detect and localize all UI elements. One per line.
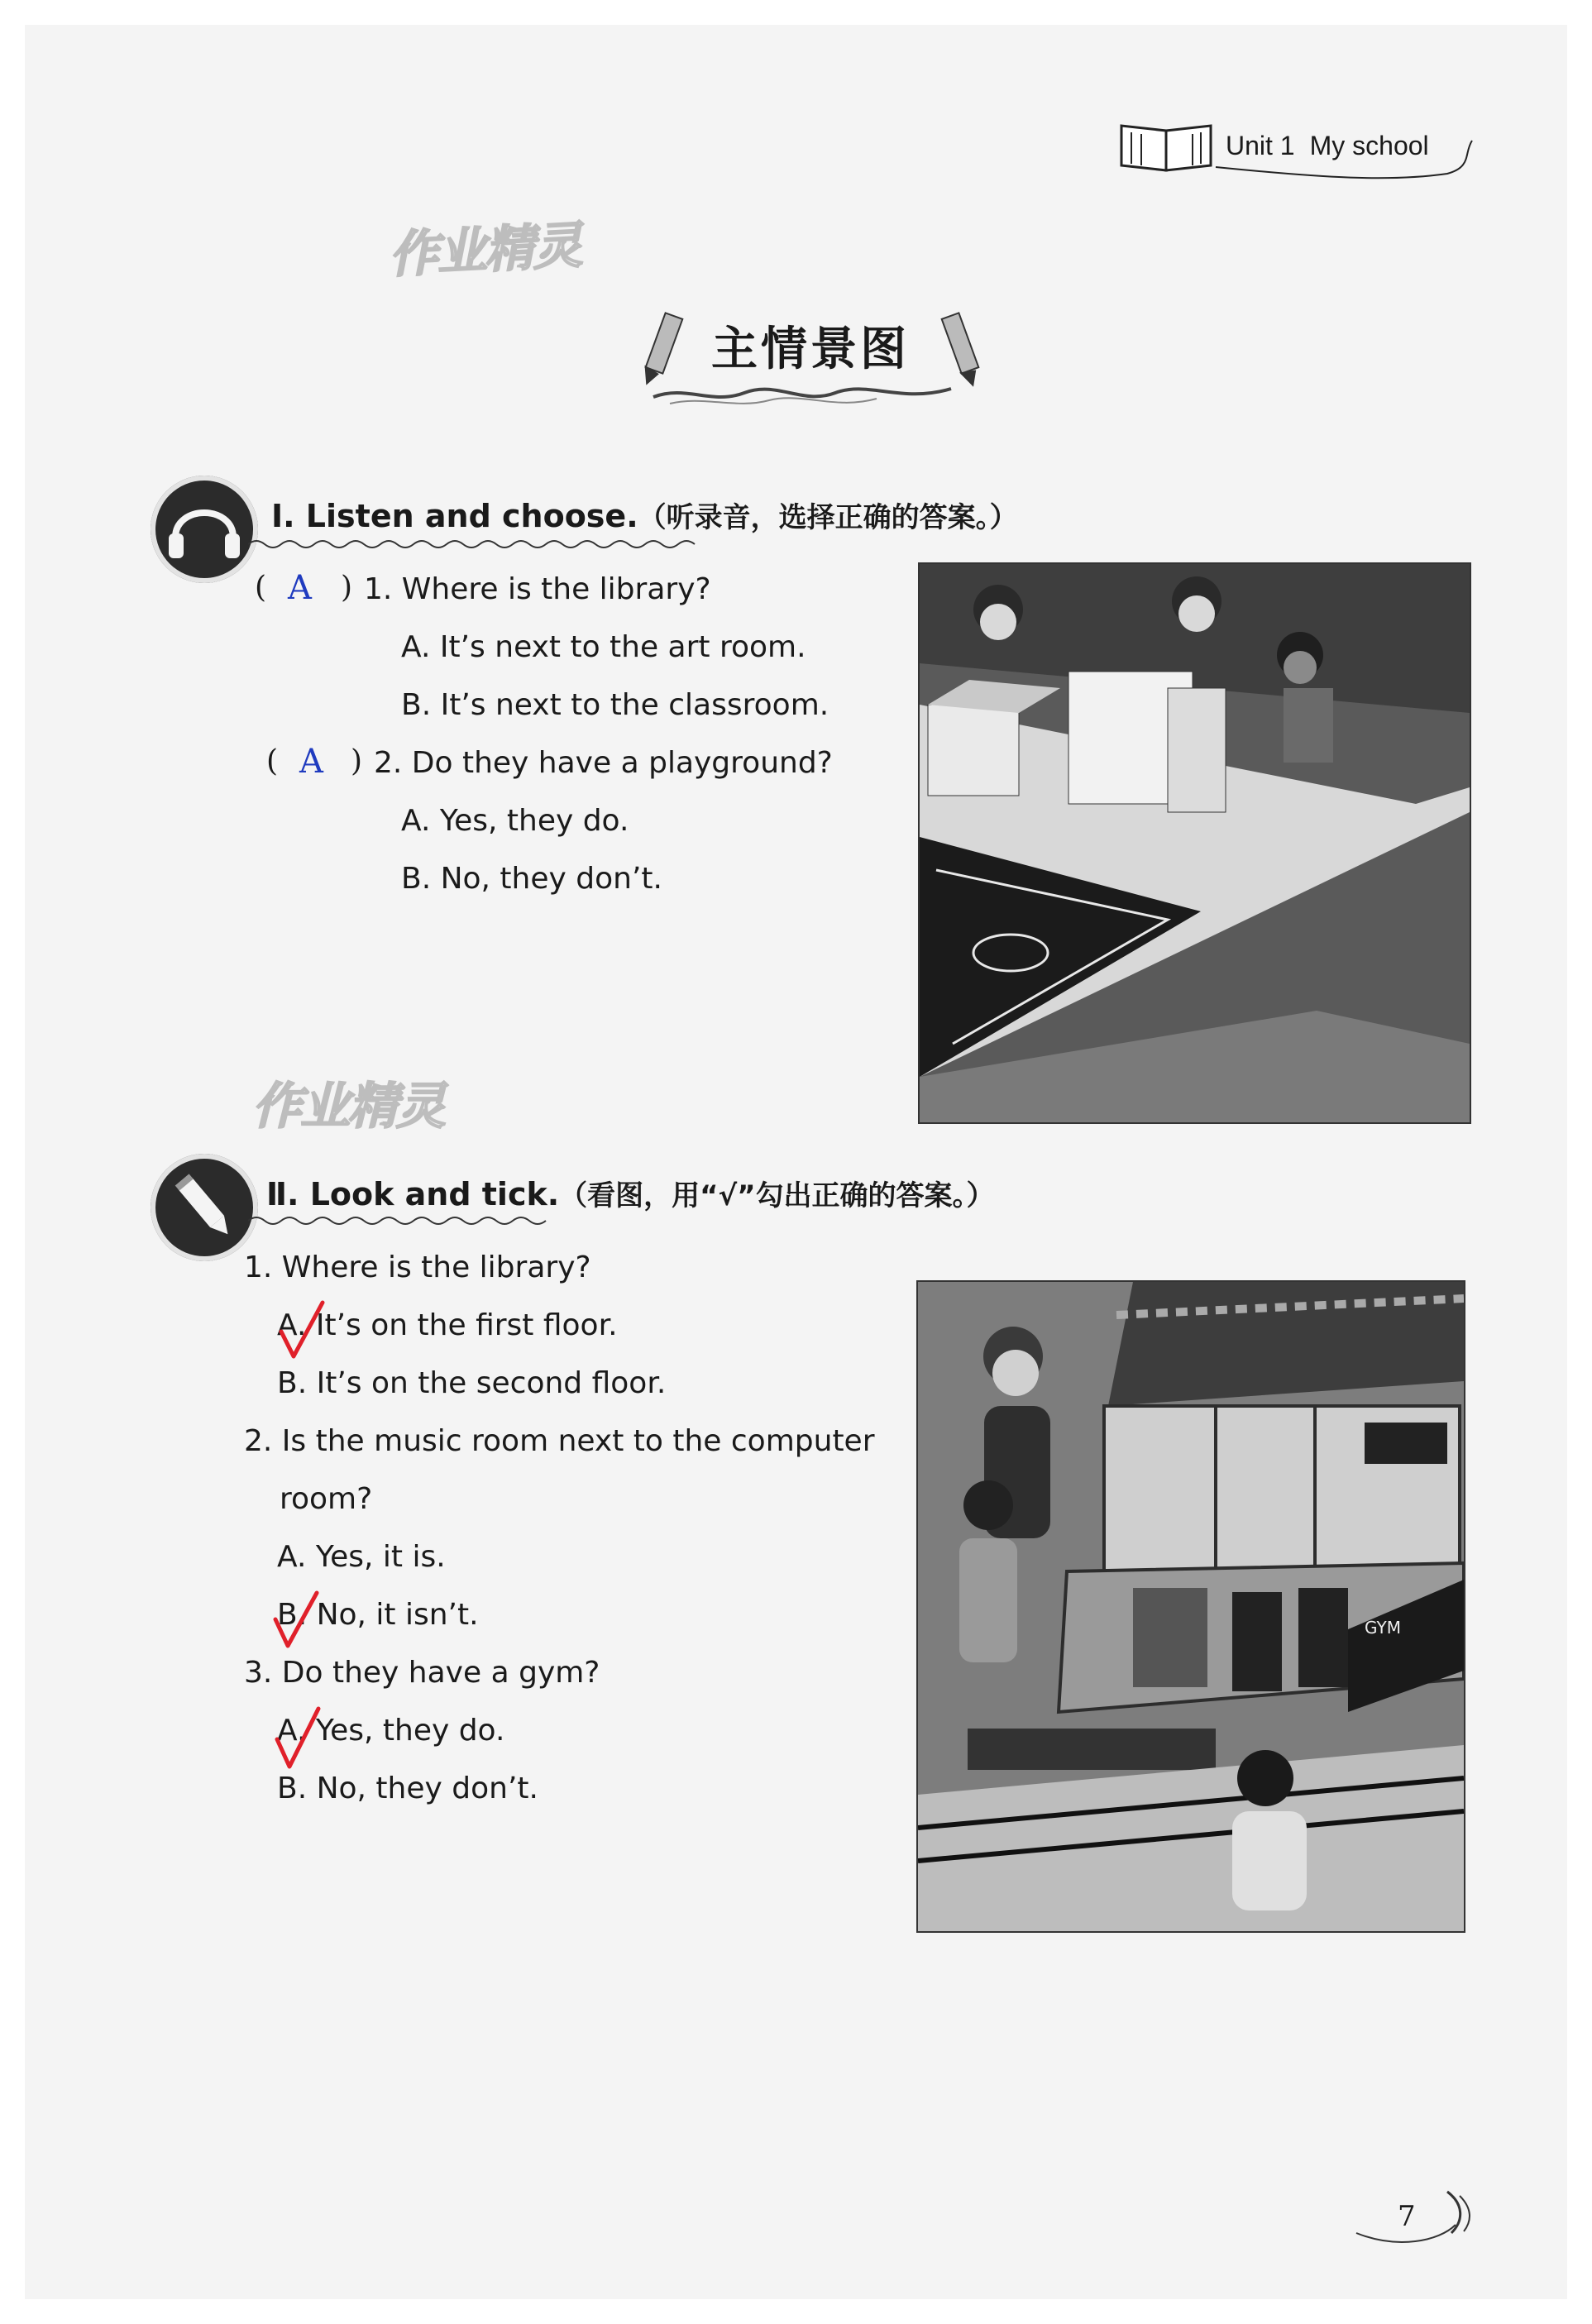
school-floors-illustration <box>916 1280 1465 1933</box>
s2-question-2: 2. Is the music room next to the computer <box>244 1424 875 1458</box>
s1-q2-option-b: B. No, they don’t. <box>401 862 662 896</box>
tick-mark-q3 <box>273 1702 323 1776</box>
s2-question-1: 1. Where is the library? <box>244 1250 591 1284</box>
s2-q2-option-b: B. No, it isn’t. <box>277 1598 479 1632</box>
unit-label <box>1226 131 1444 161</box>
answer-2: A <box>299 743 323 781</box>
main-title: 主情景图 <box>711 323 910 376</box>
section1-underline <box>248 536 711 552</box>
section1-instruction: （听录音，选择正确的答案。） <box>638 501 1018 534</box>
pencil-section-icon <box>151 1154 258 1261</box>
headphones-icon <box>151 476 258 583</box>
page-number: 7 <box>1398 2200 1416 2233</box>
s1-q1-option-b: B. It’s next to the classroom. <box>401 688 829 722</box>
section2-title <box>266 1173 995 1213</box>
answer-bracket-1: ( <box>255 571 267 605</box>
page-number-swoosh <box>1348 2183 1480 2250</box>
unit-header <box>1116 116 1480 190</box>
s2-question-3: 3. Do they have a gym? <box>244 1656 600 1690</box>
s2-q3-option-a: A. Yes, they do. <box>277 1714 505 1748</box>
answer-bracket-2-close: ) <box>351 744 363 778</box>
answer-1: A <box>288 569 312 607</box>
gym-sign: GYM <box>1365 1618 1401 1638</box>
tick-mark-q1 <box>277 1298 327 1365</box>
s1-q2-option-a: A. Yes, they do. <box>401 804 629 838</box>
section2-underline <box>248 1212 562 1229</box>
section1-title <box>271 495 1018 535</box>
answer-bracket-1-close: ) <box>341 571 353 605</box>
s2-q1-option-b: B. It’s on the second floor. <box>277 1366 667 1400</box>
section2-instruction: （看图，用“√”勾出正确的答案。） <box>559 1179 995 1212</box>
pencil-icon-right <box>942 313 982 390</box>
watermark-middle: 作业精灵 <box>252 1078 444 1136</box>
s1-q1-option-a: A. It’s next to the art room. <box>401 630 806 664</box>
pencil-icon-left <box>638 313 682 388</box>
s1-question-1: 1. Where is the library? <box>364 572 711 606</box>
s2-q3-option-b: B. No, they don’t. <box>277 1772 538 1805</box>
section2-heading: Ⅱ. Look and tick. <box>266 1176 560 1212</box>
answer-bracket-2: ( <box>266 744 279 778</box>
school-model-illustration <box>918 562 1471 1124</box>
s2-q2-option-a: A. Yes, it is. <box>277 1540 446 1574</box>
unit-title: My school <box>1309 131 1429 160</box>
section1-heading: Ⅰ. Listen and choose. <box>271 498 638 534</box>
s1-question-2: 2. Do they have a playground? <box>374 746 833 780</box>
unit-number: Unit 1 <box>1226 131 1295 160</box>
s2-question-2-cont: room? <box>280 1482 373 1516</box>
watermark-top: 作业精灵 <box>387 216 582 285</box>
tick-mark-q2 <box>271 1586 321 1652</box>
s2-q1-option-a: A. It’s on the first floor. <box>277 1308 618 1342</box>
